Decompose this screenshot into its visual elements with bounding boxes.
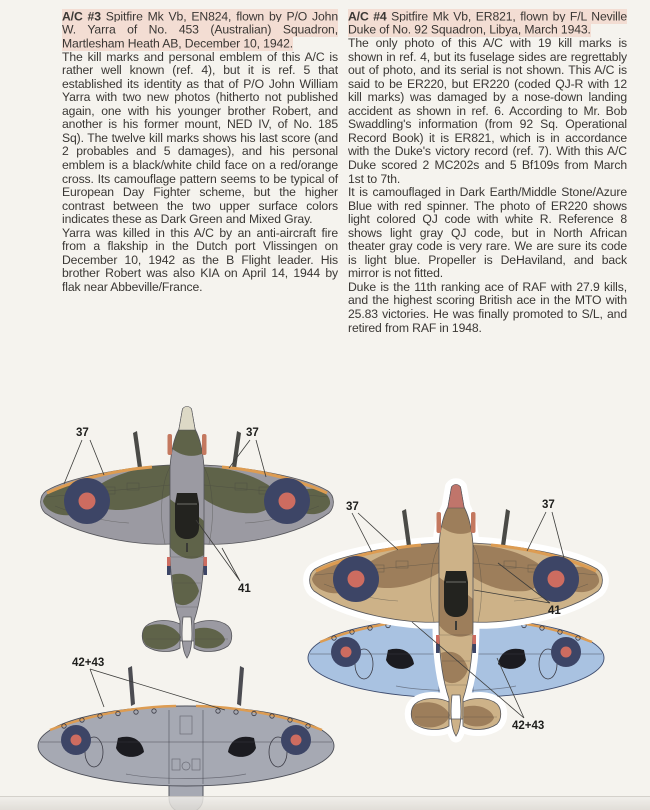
- callout-42-43-ac3: 42+43: [72, 657, 105, 669]
- spitfire-top-view-green-gray: [41, 406, 334, 658]
- callout-line: [90, 669, 225, 710]
- ac4-paragraph-2: It is camouflaged in Dark Earth/Middle Stone/Azure Blue with red spinner. The photo of ER220 shows light colored QJ code with white R. Reference 8 shows light gray QJ code, but in North African theater gray code is very rare. We are sure its code is light blue. Propeller is DeHaviland, and back mirror is not fitted.: [348, 185, 627, 281]
- callout-37-right-wing-ac4: 37: [542, 499, 555, 511]
- ac3-header-lead: A/C #3: [62, 9, 101, 23]
- callout-37-right-wing-ac3: 37: [246, 427, 259, 439]
- callout-41-ac4: 41: [548, 605, 561, 617]
- article-column-ac4: [348, 10, 627, 335]
- callout-42-43-ac4: 42+43: [512, 720, 545, 732]
- ac4-paragraph-1: The only photo of this A/C with 19 kill marks is shown in ref. 4, but its fuselage sides are regrettably out of photo, and its serial is not shown. This A/C is said to be ER220, but ER220 (coded QJ-R with 12 kill marks) was damaged by a nose-down landing accident as shown in ref. 6. According to Mr. Bob Swaddling's information (from 92 Sq. Operational Record Book) it is ER821, which is in accordance with the Duke's victory record (ref. 7). With this A/C Duke scored 2 MC202s and 5 Bf109s from March 1st to 7th.: [348, 36, 627, 186]
- ac3-header-text: Spitfire Mk Vb, EN824, flown by P/O John W. Yarra of No. 453 (Australian) Squadron, Martlesham Heath AB, December 10, 1942.: [62, 9, 338, 51]
- ac3-paragraph-1: The kill marks and personal emblem of this A/C is rather well known (ref. 4), but it is ref. 5 that established its identity as that of P/O John William Yarra with two new photos (hitherto not published again, one with his younger brother Robert, and another is his former mount, NED IV, of No. 185 Sq). The twelve kill marks shows his last score (and 2 probables and 5 damages), and his personal emblem is a black/white child face on a red/orange cross. Its camouflage pattern seems to be typical of European Day Fighter scheme, but the higher contrast between the two upper surface colors indicates these as Dark Green and Mixed Gray.: [62, 49, 338, 227]
- ac3-paragraph-2: Yarra was killed in this A/C by an anti-aircraft fire from a flakship in the Dutch port Vlissingen on December 10, 1942 as the B Flight leader. His brother Robert was also KIA on April 14, 1944 by flak near Abbeville/France.: [62, 225, 338, 294]
- article-column-ac3: [62, 10, 338, 294]
- ac4-paragraph-3: Duke is the 11th ranking ace of RAF with 27.9 kills, and the highest scoring British ace in the MTO with 25.83 victories. He was finally promoted to S/L, and retired from RAF in 1948.: [348, 279, 627, 335]
- ac4-header: [348, 10, 627, 37]
- ac3-header: [62, 10, 338, 51]
- ac4-header-text: Spitfire Mk Vb, ER821, flown by F/L Neville Duke of No. 92 Squadron, Libya, March 1943.: [348, 9, 628, 37]
- scan-edge-shadow: [0, 796, 650, 810]
- callout-41-ac3: 41: [238, 583, 251, 595]
- callout-37-left-wing-ac4: 37: [346, 501, 359, 513]
- callout-37-left-wing-ac3: 37: [76, 427, 89, 439]
- ac4-header-lead: A/C #4: [348, 9, 387, 23]
- aircraft-profiles-figure: [0, 400, 650, 810]
- spitfire-underside-view-gray: [38, 666, 334, 810]
